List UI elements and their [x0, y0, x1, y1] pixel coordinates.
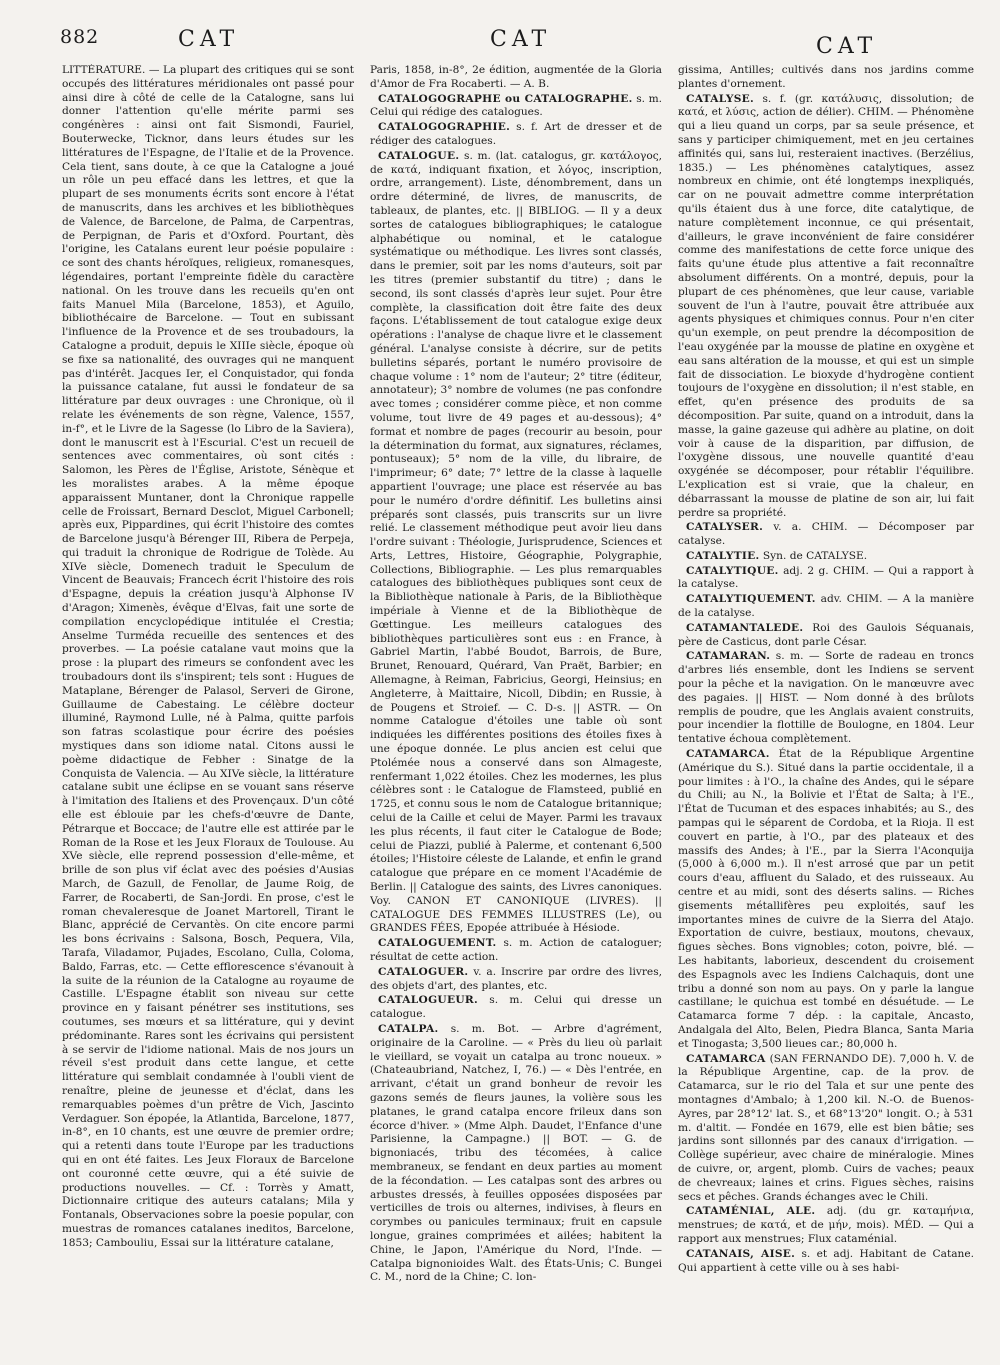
entry-headword: CATANAIS, AISE.	[686, 1247, 796, 1260]
entry-headword: CATALOGUEMENT.	[378, 937, 497, 950]
entry-text: Roi des Gaulois Séquanais, père de Casticus, dont parle César.	[678, 621, 974, 648]
text-column-3	[678, 64, 974, 1354]
entry-headword: CATALOGOGRAPHIE.	[378, 121, 511, 134]
entry-headword: CATAMARAN.	[686, 650, 771, 663]
dictionary-entry	[678, 622, 974, 650]
running-head-left: CAT	[178, 27, 240, 52]
dictionary-entry	[370, 994, 662, 1022]
entry-text: LITTÉRATURE. — La plupart des critiques qui se sont occupés des littératures méridionales ont passé pour ainsi dire à côté de celle de la Catalogne, sans lui donner l'attention qu'elle mérite parmi ses congénères : ainsi ont fait Sismondi, Fauriel, Bouterwecke, Ticknor, dans leurs études sur les littératures de l'Espagne, de l'Italie et de la Provence. Cela tient, sans doute, à ce que la Catalogne a joué un rôle un peu effacé dans les lettres, et que la plupart de ses monuments écrits sont encore à l'état de manuscrits, dans les archives et les bibliothèques de Valence, de Barcelone, de Palma, de Carpentras, de Perpignan, de Paris et d'Oxford. Pourtant, dès l'origine, les Catalans eurent leur poésie populaire : ce sont des chants héroïques, religieux, romanesques, légendaires, portant l'empreinte fidèle du caractère national. On les trouve dans les recueils qu'en ont faits Manuel Mila (Barcelone, 1853), et Aguilo, bibliothécaire de Barcelone. — Tout en subissant l'influence de la Provence et de ses troubadours, la Catalogne a produit, depuis le XIIIe siècle, époque où se fixe sa nationalité, des ouvrages qui ne manquent pas d'intérêt. Jacques Ier, el Conquistador, qui fonda la puissance catalane, fut aussi le fondateur de sa littérature par deux ouvrages : une Chronique, où il relate les événements de son règne, Valence, 1557, in-f°, et le Livre de la Sagesse (lo Libro de la Saviera), dont le manuscrit est à l'Escurial. C'est un recueil de sentences avec commentaires, où sont cités : Salomon, les Pères de l'Église, Aristote, Sénèque et les moralistes arabes. A la même époque apparaissent Muntaner, dont la Chronique rappelle celle de Froissart, Bernard Desclot, Miguel Carbonell; après eux, Pippardines, qui écrit l'histoire des comtes de Barcelone jusqu'à Bérenger III, Ribera de Perpeja, qui traduit la chronique de Rodrigue de Tolède. Au XIVe siècle, Domenech traduit le Speculum de Vincent de Beauvais; Francech écrit l'histoire des rois d'Espagne, depuis la création jusqu'à Alphonse IV d'Aragon; Ximenès, évêque d'Elvas, fait une sorte de compilation encyclopédique intitulée el Crestia; Anselme Turméda recueille des sentences et des proverbes. — La poésie catalane vaut moins que la prose : la plupart des rimeurs se confondent avec les troubadours dont ils s'inspirent; tels sont : Hugues de Mataplane, Bérenger de Palasol, Serveri de Girone, Guillaume de Cabestaing. Le célèbre docteur illuminé, Raymond Lulle, né à Palma, quitte parfois son fatras scolastique pour écrire des poésies mystiques dans son idiome natal. Citons aussi le poème didactique de Febher : Sinatge de la Conquista de Valencia. — Au XIVe siècle, la littérature catalane subit une éclipse en se vouant sans réserve à l'imitation des Italiens et des Provençaux. D'un côté elle est éblouie par les chefs-d'œuvre de Dante, Pétrarque et Boccace; de l'autre elle est attirée par le Roman de la Rose et les Jeux Floraux de Toulouse. Au XVe siècle, elle reprend possession d'elle-même, et brille de son plus vif éclat avec des poésies d'Ausias March, de Gazull, de Fenollar, de Jaume Roig, de Farrer, de Rocaberti, de San-Jordi. En prose, c'est le roman chevaleresque de Joanet Martorell, Tirant le Blanc, apprécié de Cervantès. On cite encore parmi les bons écrivains : Salsona, Bosch, Pequera, Vila, Tarafa, Viladamor, Pujades, Escolano, Culla, Coloma, Baldo, Farras, etc. — Cette efflorescence s'évanouit à la suite de la réunion de la Catalogne au royaume de Castille. L'Espagne établit son niveau sur cette province en y faisant pénétrer ses institutions, ses coutumes, ses mœurs et sa littérature, qui y devint prédominante. Rares sont les écrivains qui persistent à se servir de l'idiome national. Mais de nos jours un réveil s'est produit dans cette langue, et cette littérature qui semblait condamnée à l'oubli vient de renaître, pleine de jeunesse et d'éclat, dans les remarquables poèmes d'un prêtre de Vich, Jascinto Verdaguer. Son épopée, la Atlantida, Barcelone, 1877, in-8°, en 10 chants, est une œuvre de premier ordre; qui a retenti dans toute l'Europe par les traductions qui en ont été faites. Les Jeux Floraux de Barcelone ont couronné cette œuvre, qui a été suivie de productions nouvelles. — Cf. : Torrès y Amatt, Dictionnaire critique des auteurs catalans; Mila y Fontanals, Observaciones sobre la poesie popular, con muestras de romances catalanes ineditos, Barcelone, 1853; Cambouliu, Essai sur la littérature catalane,	[62, 64, 354, 1249]
entry-text: adj. 2 g. CHIM. — Qui a rapport à la catalyse.	[678, 564, 974, 591]
entry-text: Syn. de CATALYSE.	[762, 549, 868, 562]
entry-headword: CATALYSE.	[686, 92, 755, 105]
dictionary-entry	[370, 966, 662, 994]
entry-text: (SAN FERNANDO DE). 7,000 h. V. de la République Argentine, cap. de la prov. de Catamarca, sur le rio del Tala et sur une pente des montagnes d'Ambalo; à 1,200 kil. N.-O. de Buenos-Ayres, par 28°12' lat. S., et 68°13'20" longit. O.; à 531 m. d'altit. — Fondée en 1679, elle est bien bâtie; ses jardins sont sillonnés par des canaux d'irrigation. — Collège supérieur, avec chaire de minéralogie. Mines de cuivre, or, argent, plomb. Cuirs de vaches; peaux de chevreaux; laines et crins. Figues sèches, raisins secs et pêches. Grands échanges avec le Chili.	[678, 1052, 974, 1203]
entry-text: v. a. CHIM. — Décomposer par catalyse.	[678, 521, 974, 548]
entry-text: adv. CHIM. — A la manière de la catalyse.	[678, 593, 974, 620]
entry-continuation	[678, 64, 974, 92]
dictionary-entry	[678, 521, 974, 549]
dictionary-entry	[678, 1053, 974, 1205]
dictionary-entry	[678, 565, 974, 593]
entry-text: s. m. Celui qui dresse un catalogue.	[370, 994, 662, 1021]
page-number: 882	[60, 26, 100, 48]
entry-continuation	[62, 64, 354, 1251]
dictionary-entry	[678, 93, 974, 521]
entry-headword: CATAMANTALEDE.	[686, 621, 804, 634]
dictionary-entry	[370, 93, 662, 121]
entry-text: Paris, 1858, in-8°, 2e édition, augmentée de la Gloria d'Amor de Fra Rocaberti. — A. B.	[370, 64, 662, 90]
entry-text: s. m. (lat. catalogus, gr. κατάλογος, de κατά, indiquant fixation, et λόγος, inscription, ordre, arrangement). Liste, dénombrement, dans un ordre déterminé, de livres, de manuscrits, de tableaux, de plantes, etc. || BIBLIOG. — Il y a deux sortes de catalogues bibliographiques; le catalogue alphabétique ou nominal, et le catalogue systématique ou méthodique. Les livres sont classés, dans le premier, soit par les noms d'auteurs, soit par les titres (premier substantif du titre) ; dans le second, ils sont classés d'après leur sujet. Pour être complète, la classification doit être faite des deux façons. L'établissement de tout catalogue exige deux opérations : l'analyse de chaque livre et le classement général. L'analyse consiste à décrire, sur de petits bulletins séparés, portant le numéro provisoire de chaque volume : 1° nom de l'auteur; 2° titre (éditeur, annotateur); 3° nombre de volumes (ne pas confondre avec tomes ; considérer comme pièce, et non comme volume, tout livre de 49 pages et au-dessous); 4° format et nombre de pages (recourir au besoin, pour la détermination du format, aux signatures, réclames, pontuseaux); 5° nom de la ville, du libraire, de l'imprimeur; 6° date; 7° lettre de la classe à laquelle appartient l'ouvrage; une place est réservée au bas pour le numéro d'ordre définitif. Les bulletins ainsi préparés sont classés, puis transcrits sur un livre relié. Le classement méthodique peut avoir lieu dans l'ordre suivant : Théologie, Jurisprudence, Sciences et Arts, Lettres, Histoire, Géographie, Polygraphie, Collections, Bibliographie. — Les plus remarquables catalogues des bibliothèques publiques sont ceux de la Bibliothèque nationale à Paris, de la Bibliothèque impériale à Vienne et de la Bibliothèque de Gœttingue. Les meilleurs catalogues des bibliothèques particulières sont eus : en France, à Gabriel Martin, l'abbé Boudot, Barrois, de Bure, Brunet, Renouard, Quérard, Van Praët, Barbier; en Allemagne, à Reiman, Fabricius, Georgi, Heinsius; en Angleterre, à Maittaire, Nicoll, Dibdin; en Russie, à de Pougens et Stroief. — C. D-s. || ASTR. — On nomme Catalogue d'étoiles une table où sont indiquées les différentes positions des étoiles fixes à une époque donnée. Le plus ancien est celui que Ptolémée nous a conservé dans son Almageste, renfermant 1,022 étoiles. Chez les modernes, les plus célèbres sont : le Catalogue de Flamsteed, publié en 1725, et connu sous le nom de Catalogue britannique; celui de la Caille et celui de Mayer. Parmi les travaux les plus récents, il faut citer le Catalogue de Bode; celui de Piazzi, publié à Palerme, et contenant 6,500 étoiles; l'Histoire céleste de Lalande, et enfin le grand catalogue que prépare en ce moment l'Académie de Berlin. || Catalogue des saints, des Livres canoniques. Voy. CANON ET CANONIQUE (LIVRES). || CATALOGUE DES FEMMES ILLUSTRES (Le), ou GRANDES FÉES, Epopée attribuée à Hésiode.	[370, 149, 662, 935]
entry-text: s. et adj. Habitant de Catane. Qui appartient à cette ville ou à ses habi-	[678, 1247, 974, 1274]
dictionary-entry	[370, 1023, 662, 1285]
entry-text: v. a. Inscrire par ordre des livres, des objets d'art, des plantes, etc.	[370, 965, 662, 992]
entry-headword: CATAMARCA.	[686, 748, 770, 761]
entry-headword: CATALOGUE.	[378, 149, 460, 162]
entry-headword: CATALYTIQUEMENT.	[686, 593, 816, 606]
entry-text: s. m. — Sorte de radeau en troncs d'arbres liés ensemble, dont les Indiens se servent pour la pêche et la navigation. On le manœuvre avec des pagaies. || HIST. — Nom donné à des brûlots remplis de poudre, que les Anglais avaient construits, pour incendier la flottille de Boulogne, en 1804. Leur tentative échoua complètement.	[678, 650, 974, 746]
entry-text: s. f. Art de dresser et de rédiger des catalogues.	[370, 121, 662, 147]
running-head-center: CAT	[490, 27, 552, 52]
entry-headword: CATALPA.	[378, 1022, 439, 1035]
dictionary-entry	[678, 748, 974, 1052]
entry-text: s. m. Action de cataloguer; résultat de cette action.	[370, 937, 662, 963]
dictionary-entry	[370, 121, 662, 149]
text-column-1	[62, 64, 354, 1354]
entry-headword: CATALOGUER.	[378, 965, 469, 978]
entry-headword: CATALOGUEUR.	[378, 994, 478, 1007]
entry-text: gissima, Antilles; cultivés dans nos jardins comme plantes d'ornement.	[678, 64, 974, 90]
entry-headword: CATALYSER.	[686, 521, 764, 534]
entry-text: adj. (du gr. καταμήνια, menstrues; de κατά, et de μήν, mois). MÉD. — Qui a rapport aux menstrues; Flux cataménial.	[678, 1205, 974, 1245]
dictionary-entry	[678, 1248, 974, 1276]
running-head-right: CAT	[816, 34, 878, 59]
entry-headword: CATALYTIE.	[686, 549, 760, 562]
entry-continuation	[370, 64, 662, 92]
dictionary-entry	[370, 937, 662, 965]
dictionary-entry	[678, 1205, 974, 1246]
dictionary-entry	[678, 550, 974, 564]
text-column-2	[370, 64, 662, 1354]
entry-text: s. f. (gr. κατάλυσις, dissolution; de κατά, et λύσις, action de délier). CHIM. — Phénomène qui a lieu quand un corps, par sa seule présence, et sans y participer chimiquement, met en jeu certaines affinités qui, sans lui, resteraient inactives. (Berzélius, 1835.) — Les phénomènes catalytiques, assez nombreux en chimie, ont été longtemps inexpliqués, car on ne pouvait admettre comme interprétation qu'ils étaient dus à une force, dite catalytique, de nature complètement inconnue, ce qui présentait, d'ailleurs, le grave inconvénient de faire considérer comme des manifestations de cette force unique des faits qu'une étude plus attentive a fait reconnaître absolument différents. On a montré, depuis, pour la plupart de ces phénomènes, que leur cause, variable souvent de l'un à l'autre, pouvait être attribuée aux agents physiques et chimiques connus. Pour n'en citer qu'un exemple, on peut prendre la décomposition de l'eau oxygénée par la mousse de platine en oxygène et eau sans altération de la mousse, et qui est un simple fait de dissociation. Le bioxyde d'hydrogène contient toujours de l'oxygène en dissolution; il n'est stable, en effet, qu'en présence des produits de sa décomposition. Par suite, quand on a introduit, dans la masse, la gaine gazeuse qui adhère au platine, on doit voir à cause de la disparition, par diffusion, de l'oxygène dissous, une nouvelle quantité d'eau oxygénée se décomposer, pour rétablir l'équilibre. L'explication est si vraie, que la chaleur, en débarrassant la mousse de platine de son air, lui fait perdre sa propriété.	[678, 92, 974, 519]
entry-text: s. m. Bot. — Arbre d'agrément, originaire de la Caroline. — « Près du lieu où parlait le vieillard, se voyait un catalpa au tronc noueux. » (Chateaubriand, Natchez, I, 76.) — « Dès l'entrée, en arrivant, c'était un grand bonheur de revoir les gazons semés de fleurs jaunes, la volière sous les platanes, le grand catalpa encore frileux dans son écorce d'hiver. » (Mme Alph. Daudet, l'Enfance d'une Parisienne, la Campagne.) || BOT. — G. de bignoniacés, tribu des técomées, à calice membraneux, se fendant en deux parties au moment de la fécondation. — Les catalpas sont des arbres ou arbustes dressés, à feuilles opposées disposées par verticilles de trois ou alternes, indivises, à fleurs en corymbes ou panicules terminaux; fruit en capsule longue, graines comprimées et ailées; habitent la Chine, le Japon, l'Amérique du Nord, l'Inde. — Catalpa bignonioides Walt. des États-Unis; C. Bungei C. M., nord de la Chine; C. lon-	[370, 1022, 662, 1284]
entry-headword: CATAMÉNIAL, ALE.	[686, 1205, 816, 1218]
entry-headword: CATALOGOGRAPHE ou CATALOGRAPHE.	[378, 92, 633, 105]
entry-text: État de la République Argentine (Amérique du S.). Situé dans la partie occidentale, il a pour limites : à l'O., la chaîne des Andes, qui le sépare du Chili; au N., la Bolivie et l'État de Salta; à l'E., l'État de Tucuman et des espaces inhabités; au S., des pampas qui le séparent de Cordoba, et la Rioja. Il est couvert en partie, à l'O., par des plateaux et des massifs des Andes; à l'E., par la Sierra l'Aconquija (5,000 à 6,000 m.). Il n'est arrosé que par un petit cours d'eau, affluent du Salado, et des ruisseaux. Au centre et au midi, sont des déserts salins. — Riches gisements métallifères peu exploités, sauf les importantes mines de cuivre de la Sierra del Atajo. Exportation de cuivre, bestiaux, moutons, chevaux, figues sèches. Bons vignobles; coton, poivre, blé. — Les habitants, laborieux, descendent du croisement des Espagnols avec les Indiens Calchaquis, dont une tribu a donné son nom au pays. On y parle la langue castillane; le quichua est tombé en désuétude. — Le Catamarca forme 7 dép. : la capitale, Ancasto, Andalgala del Alto, Belen, Piedra Blanca, Santa Maria et Tinogasta; 3,500 lieues car.; 80,000 h.	[678, 748, 974, 1050]
entry-text: s. m. Celui qui rédige des catalogues.	[370, 92, 662, 119]
dictionary-entry	[678, 593, 974, 621]
dictionary-entry	[678, 650, 974, 747]
entry-headword: CATAMARCA	[686, 1052, 766, 1065]
entry-headword: CATALYTIQUE.	[686, 564, 779, 577]
dictionary-entry	[370, 150, 662, 936]
